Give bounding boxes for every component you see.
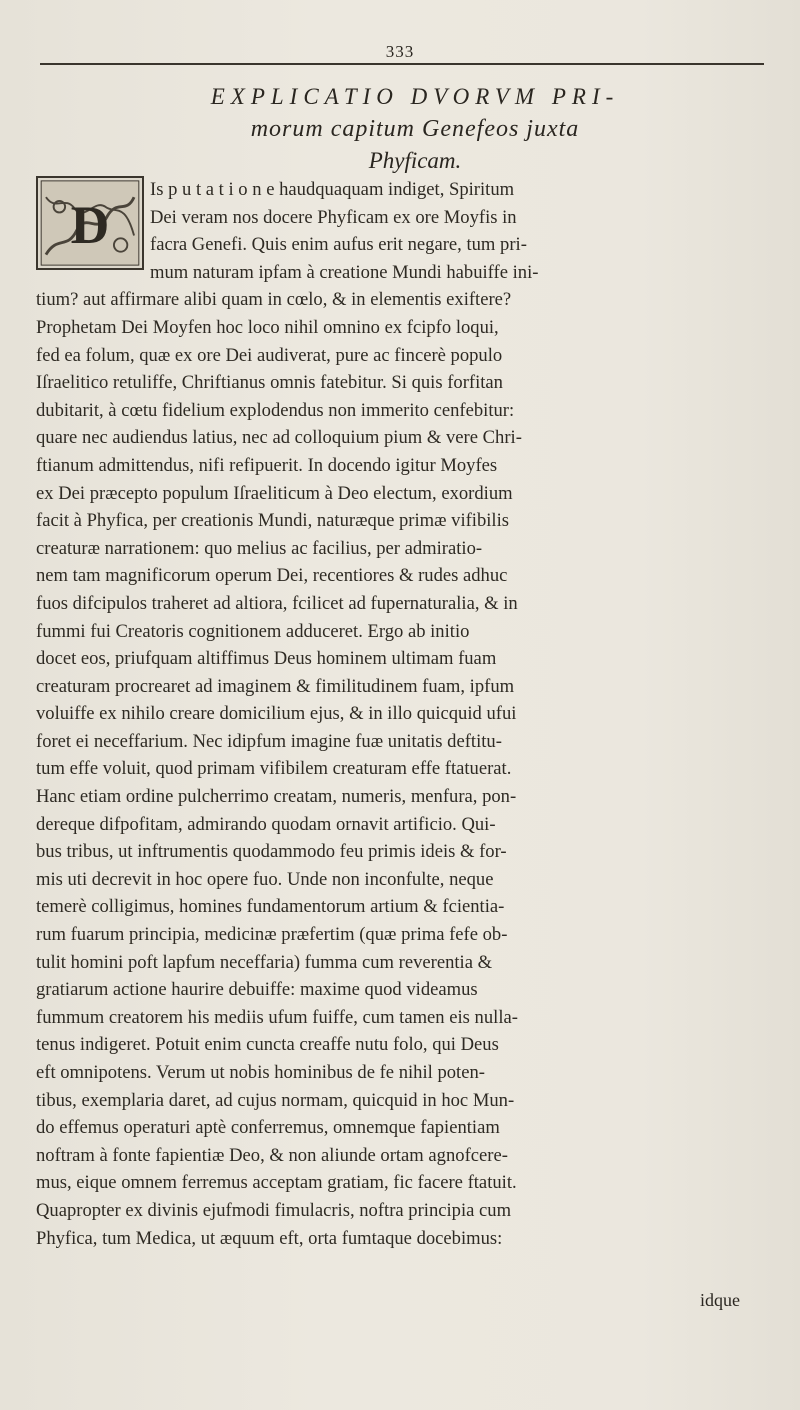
page-number: 333 xyxy=(385,42,415,61)
text-line: ftianum admittendus, nifi refipuerit. In docendo igitur Moyfes xyxy=(36,454,498,476)
text-line: quare nec audiendus latius, nec ad colloquium pium & vere Chri- xyxy=(36,427,522,449)
text-line: mum naturam ipfam à creatione Mundi habuiffe ini- xyxy=(150,261,539,283)
text-line: noftram à fonte fapientiæ Deo, & non aliunde ortam agnofcere- xyxy=(36,1144,508,1166)
text-line: creaturæ narrationem: quo melius ac facilius, per admiratio- xyxy=(36,537,483,559)
chapter-title: EXPLICATIO DVORVM PRI- xyxy=(210,84,620,109)
text-line: bus tribus, ut inftrumentis quodammodo feu primis ideis & for- xyxy=(36,841,507,863)
text-line: dereque difpofitam, admirando quodam ornavit artificio. Qui- xyxy=(36,813,496,835)
text-line: tium? aut affirmare alibi quam in cœlo, & in elementis exiftere? xyxy=(36,289,512,311)
text-line: eft omnipotens. Verum ut nobis hominibus de fe nihil poten- xyxy=(36,1062,485,1083)
body-text xyxy=(36,176,771,1252)
text-line: Dei veram nos docere Phyficam ex ore Moyfis in xyxy=(150,206,517,228)
text-line: foret ei neceffarium. Nec idipfum imagine fuæ unitatis deftitu- xyxy=(36,730,502,752)
text-line: facit à Phyfica, per creationis Mundi, naturæque primæ vifibilis xyxy=(36,510,509,532)
text-line: tulit homini poft lapfum neceffaria) fumma cum reverentia & xyxy=(36,951,493,973)
text-line: Iſraelitico retuliffe, Chriftianus omnis fatebitur. Si quis forfitan xyxy=(36,372,503,394)
header-rule xyxy=(40,63,764,65)
text-line: temerè colligimus, homines fundamentorum artium & fcientia- xyxy=(36,896,505,918)
chapter-subtitle-2: Phyficam. xyxy=(368,148,462,173)
text-line: Quapropter ex divinis ejufmodi fimulacris, noftra principia cum xyxy=(36,1199,512,1221)
text-line: nem tam magnificorum operum Dei, recentiores & rudes adhuc xyxy=(36,565,508,587)
chapter-subtitle: morum capitum Genefeos juxta xyxy=(250,116,580,142)
text-line: gratiarum actione haurire debuiffe: maxime quod videamus xyxy=(36,979,478,1001)
text-line: do effemus operaturi aptè conferremus, omnemque fapientiam xyxy=(36,1117,500,1139)
text-line: Prophetam Dei Moyfen hoc loco nihil omnino ex fcipfo loqui, xyxy=(36,316,499,338)
text-line: Hanc etiam ordine pulcherrimo creatam, numeris, menfura, pon- xyxy=(36,786,517,808)
text-line: tibus, exemplaria daret, ad cujus normam, quicquid in hoc Mun- xyxy=(36,1089,515,1111)
initial-letter: D xyxy=(70,195,110,256)
catchword: idque xyxy=(700,1290,740,1310)
text-line: docet eos, priufquam altiffimus Deus hominem ultimam fuam xyxy=(36,648,497,670)
text-line: facra Genefi. Quis enim aufus erit negare, tum pri- xyxy=(150,234,527,256)
text-line: fummum creatorem his mediis ufum fuiffe, cum tamen eis nulla- xyxy=(36,1006,518,1028)
text-line: Phyfica, tum Medica, ut æquum eft, orta fumtaque docebimus: xyxy=(36,1227,503,1249)
text-line: fed ea folum, quæ ex ore Dei audiverat, pure ac fincerè populo xyxy=(36,344,503,366)
text-line: Is p u t a t i o n e haudquaquam indiget, Spiritum xyxy=(150,179,515,200)
text-line: rum fuarum principia, medicinæ præfertim (quæ prima fefe ob- xyxy=(36,924,508,946)
text-line: mus, eique omnem ferremus acceptam gratiam, fic facere ftatuit. xyxy=(36,1172,517,1194)
text-line: tenus indigeret. Potuit enim cuncta creaffe nutu folo, qui Deus xyxy=(36,1034,499,1056)
text-line: fummi fui Creatoris cognitionem adduceret. Ergo ab initio xyxy=(36,620,470,642)
text-line: ex Dei præcepto populum Iſraeliticum à Deo electum, exordium xyxy=(36,482,513,504)
text-line: creaturam procrearet ad imaginem & fimilitudinem fuam, ipfum xyxy=(36,675,515,697)
text-line: dubitarit, à cœtu fidelium explodendus non immerito cenfebitur: xyxy=(36,399,515,421)
text-line: mis uti decrevit in hoc opere fuo. Unde non inconfulte, neque xyxy=(36,868,494,890)
text-line: voluiffe ex nihilo creare domicilium ejus, & in illo quicquid ufui xyxy=(36,703,517,725)
text-line: tum effe voluit, quod primam vifibilem creaturam effe ftatuerat. xyxy=(36,758,512,780)
text-line: fuos difcipulos traheret ad altiora, fcilicet ad fupernaturalia, & in xyxy=(36,592,518,614)
